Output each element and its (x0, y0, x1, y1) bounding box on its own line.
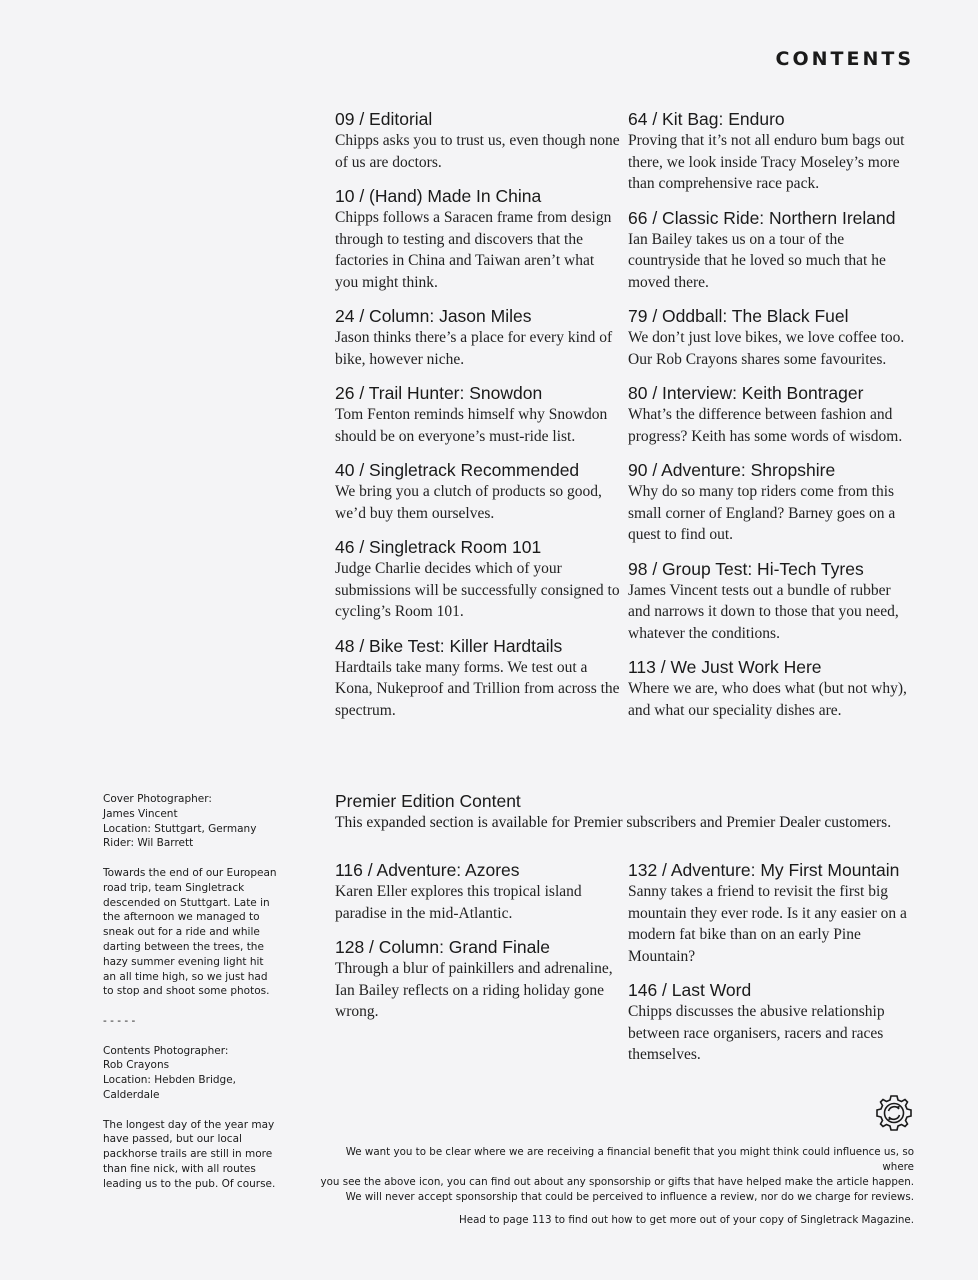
contents-entry[interactable] (628, 859, 913, 967)
contents-entry[interactable] (628, 305, 913, 370)
entry-description: What’s the difference between fashion and progress? Keith has some words of wisdom. (628, 406, 903, 445)
entry-description: Jason thinks there’s a place for every kind of bike, however niche. (335, 329, 613, 368)
entry-title[interactable]: 24 / Column: Jason Miles (335, 306, 532, 326)
entry-title[interactable]: 132 / Adventure: My First Mountain (628, 860, 900, 880)
contents-entry[interactable] (628, 558, 913, 645)
entry-title[interactable]: 113 / We Just Work Here (628, 657, 822, 677)
entry-description: Chipps discusses the abusive relationship between race organisers, racers and races themselves. (628, 1003, 885, 1063)
premier-column-right (628, 859, 913, 1078)
sidebar-separator: - - - - - (103, 1014, 136, 1027)
contents-entry[interactable] (628, 979, 913, 1066)
contents-caption: The longest day of the year may have passed, but our local packhorse trails are still in more than fine nick, with all routes leading us to the pub. Of course. (103, 1118, 276, 1190)
entry-description: Chipps asks you to trust us, even though none of us are doctors. (335, 132, 620, 171)
page-note: Head to page 113 to find out how to get more out of your copy of Singletrack Magazine. (459, 1214, 914, 1226)
disclaimer-line: We will never accept sponsorship that could be perceived to influence a review, nor do we charge for reviews. (345, 1191, 914, 1203)
contents-entry[interactable] (335, 185, 620, 293)
entry-description: Proving that it’s not all enduro bum bags out there, we look inside Tracy Moseley’s more than comprehensive race pack. (628, 132, 905, 192)
entry-description: Ian Bailey takes us on a tour of the countryside that he loved so much that he moved there. (628, 230, 886, 291)
entry-description: Why do so many top riders come from this small corner of England? Barney goes on a quest to find out. (628, 483, 896, 543)
entry-title[interactable]: 66 / Classic Ride: Northern Ireland (628, 207, 896, 228)
entry-title[interactable]: 40 / Singletrack Recommended (335, 460, 580, 480)
contents-credit: Contents Photographer: Rob Crayons Location: Hebden Bridge, Calderdale (103, 1044, 236, 1101)
entry-title[interactable]: 79 / Oddball: The Black Fuel (628, 306, 849, 326)
entry-title[interactable]: 46 / Singletrack Room 101 (335, 537, 542, 557)
premier-title: Premier Edition Content (335, 791, 521, 811)
cover-credit: Cover Photographer: James Vincent Location: Stuttgart, Germany Rider: Wil Barrett (103, 793, 257, 850)
entry-description: We bring you a clutch of products so good, we’d buy them ourselves. (335, 483, 602, 522)
contents-entry[interactable] (335, 536, 620, 623)
entry-description: Sanny takes a friend to revisit the first big mountain they ever rode. Is it any easier on a modern fat bike than on an early Pine Mountain? (628, 883, 907, 965)
contents-column-left (335, 108, 620, 733)
entry-description: Karen Eller explores this tropical island paradise in the mid-Atlantic. (335, 883, 582, 922)
entry-description: Where we are, who does what (but not why), and what our speciality dishes are. (628, 680, 907, 719)
entry-title[interactable]: 09 / Editorial (335, 109, 433, 129)
contents-entry[interactable] (335, 305, 620, 370)
disclaimer-line: We want you to be clear where we are receiving a financial benefit that you might think could influence us, so where (345, 1146, 914, 1173)
contents-entry[interactable] (628, 207, 913, 294)
entry-description: We don’t just love bikes, we love coffee too. Our Rob Crayons shares some favourites. (628, 329, 905, 368)
cover-caption: Towards the end of our European road trip, team Singletrack descended on Stuttgart. Late in the afternoon we managed to sneak out for a ride and while darting between the trees, the hazy summer evening light hit an all time high, so we just had to stop and shoot some photos. (103, 866, 277, 998)
contents-entry[interactable] (335, 382, 620, 447)
entry-description: Judge Charlie decides which of your submissions will be successfully consigned to cycling’s Room 101. (335, 560, 620, 620)
sponsorship-cog-icon (874, 1093, 914, 1133)
sponsorship-disclaimer (314, 1145, 914, 1228)
page-title: CONTENTS (775, 48, 914, 70)
contents-entry[interactable] (628, 108, 913, 195)
entry-title[interactable]: 90 / Adventure: Shropshire (628, 460, 836, 480)
contents-entry[interactable] (335, 108, 620, 173)
entry-description: James Vincent tests out a bundle of rubber and narrows it down to those that you need, whatever the conditions. (628, 581, 899, 642)
entry-title[interactable]: 10 / (Hand) Made In China (335, 186, 542, 206)
contents-entry[interactable] (335, 635, 620, 722)
entry-title[interactable]: 128 / Column: Grand Finale (335, 937, 550, 957)
photo-credits-sidebar (103, 792, 278, 1206)
contents-entry[interactable] (335, 859, 620, 924)
premier-section-header (335, 790, 915, 834)
premier-column-left (335, 859, 620, 1035)
entry-title[interactable]: 64 / Kit Bag: Enduro (628, 109, 785, 129)
contents-entry[interactable] (628, 459, 913, 546)
disclaimer-line: you see the above icon, you can find out about any sponsorship or gifts that have helped make the article happen. (320, 1176, 914, 1188)
entry-description: Hardtails take many forms. We test out a Kona, Nukeproof and Trillion from across the spectrum. (335, 658, 620, 719)
entry-title[interactable]: 98 / Group Test: Hi-Tech Tyres (628, 558, 864, 579)
entry-title[interactable]: 26 / Trail Hunter: Snowdon (335, 383, 543, 403)
contents-entry[interactable] (335, 936, 620, 1023)
contents-entry[interactable] (335, 459, 620, 524)
premier-description: This expanded section is available for Premier subscribers and Premier Dealer customers. (335, 814, 892, 831)
entry-title[interactable]: 116 / Adventure: Azores (335, 860, 520, 880)
entry-description: Through a blur of painkillers and adrenaline, Ian Bailey reflects on a riding holiday gone wrong. (335, 960, 613, 1020)
entry-title[interactable]: 80 / Interview: Keith Bontrager (628, 383, 864, 403)
contents-entry[interactable] (628, 656, 913, 721)
entry-title[interactable]: 48 / Bike Test: Killer Hardtails (335, 635, 563, 656)
contents-column-right (628, 108, 913, 733)
entry-description: Chipps follows a Saracen frame from design through to testing and discovers that the factories in China and Taiwan aren’t what you might think. (335, 209, 612, 291)
entry-title[interactable]: 146 / Last Word (628, 980, 752, 1000)
contents-entry[interactable] (628, 382, 913, 447)
entry-description: Tom Fenton reminds himself why Snowdon should be on everyone’s must-ride list. (335, 406, 608, 445)
